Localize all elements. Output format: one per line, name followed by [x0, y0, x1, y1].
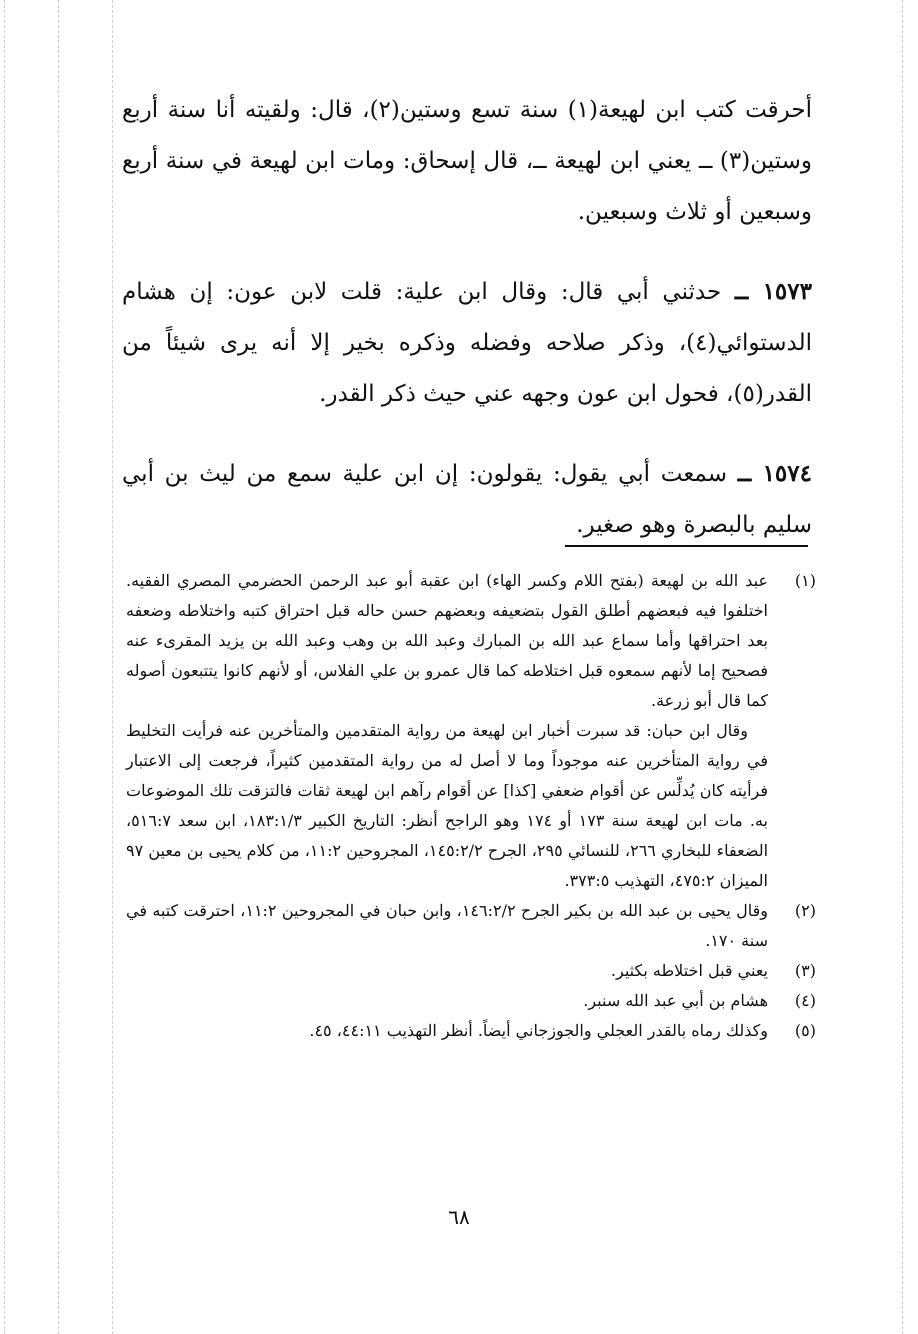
footnote-3	[126, 956, 816, 986]
scan-margin-line	[4, 0, 5, 1334]
footnote-text: وقال يحيى بن عبد الله بن بكير الجرح ١٤٦:٢/٢، وابن حبان في المجروحين ١١:٢، احترقت كتبه في سنة ١٧٠.	[126, 901, 768, 950]
footnotes	[126, 566, 816, 1046]
footnote-label: (٢)	[794, 901, 816, 920]
scan-margin-line	[58, 0, 59, 1334]
footnote-label: (٤)	[794, 991, 816, 1010]
footnote-4	[126, 986, 816, 1016]
footnote-5	[126, 1016, 816, 1046]
paragraph-1	[122, 84, 812, 238]
footnote-text: هشام بن أبي عبد الله سنبر.	[583, 991, 768, 1010]
paragraph-text: حدثني أبي قال: وقال ابن علية: قلت لابن عون: إن هشام الدستوائي(٤)، وذكر صلاحه وفضله وذكره بخير إلا أنه يرى شيئاً من القدر(٥)، فحول ابن عون وجهه عني حيث ذكر القدر.	[122, 279, 812, 407]
paragraph-1573	[122, 266, 812, 420]
footnote-text: يعني قبل اختلاطه بكثير.	[610, 961, 768, 980]
paragraph-text: أحرقت كتب ابن لهيعة(١) سنة تسع وستين(٢)، قال: ولقيته أنا سنة أربع وستين(٣) ــ يعني ابن لهيعة ــ، قال إسحاق: ومات ابن لهيعة في سنة أربع وسبعين أو ثلاث وسبعين.	[122, 97, 812, 225]
paragraph-text: سمعت أبي يقول: يقولون: إن ابن علية سمع من ليث بن أبي سليم بالبصرة وهو صغير.	[122, 461, 812, 538]
footnote-label: (١)	[794, 571, 816, 590]
footnote-1	[126, 566, 816, 896]
footnote-2	[126, 896, 816, 956]
footnote-divider	[565, 545, 808, 547]
paragraph-1574	[122, 448, 812, 551]
narration-number: ١٥٧٤ ــ	[737, 460, 812, 487]
footnote-label: (٣)	[794, 961, 816, 980]
footnote-text: عبد الله بن لهيعة (بفتح اللام وكسر الهاء) ابن عقبة أبو عبد الرحمن الحضرمي المصري الفقيه. اختلفوا فيه فبعضهم أطلق القول بتضعيفه وبعضهم حسن حاله قبل احتراق كتبه واختلاطه وضعفه بعد احتراقها وأما سماع عبد الله بن المبارك وعبد الله بن وهب وعبد الله بن يزيد المقرىء عنه فصحيح إما لأنهم سمعوه قبل اختلاطه كما قال عمرو بن علي الفلاس، أو لأنهم كانوا يتتبعون أصوله كما قال أبو زرعة.	[126, 571, 768, 710]
footnote-text: وقال ابن حبان: قد سبرت أخبار ابن لهيعة من رواية المتقدمين والمتأخرين عنه فرأيت التخليط في رواية المتأخرين عنه موجوداً وما لا أصل له من رواية المتقدمين كثيراً، فرجعت إلى الاعتبار فرأيته كان يُدلِّس عن أقوام ضعفي [كذا] عن أقوام رآهم ابن لهيعة ثقات فالتزقت تلك الموضوعات به. مات ابن لهيعة سنة ١٧٣ أو ١٧٤ وهو الراجح أنظر: التاريخ الكبير ١٨٣:١/٣، ابن سعد ٥١٦:٧، الضعفاء للبخاري ٢٦٦، للنسائي ٢٩٥، الجرح ١٤٥:٢/٢، المجروحين ١١:٢، من كلام يحيى بن معين ٩٧ الميزان ٤٧٥:٢، التهذيب ٣٧٣:٥.	[126, 721, 769, 890]
narration-number: ١٥٧٣ ــ	[734, 278, 812, 305]
main-text	[122, 84, 812, 579]
footnote-label: (٥)	[794, 1021, 816, 1040]
page-number: ٦٨	[448, 1205, 470, 1229]
scan-margin-line	[902, 0, 903, 1334]
footnote-text: وكذلك رماه بالقدر العجلي والجوزجاني أيضاً. أنظر التهذيب ٤٤:١١، ٤٥.	[309, 1021, 768, 1040]
scan-margin-line	[112, 0, 113, 1334]
